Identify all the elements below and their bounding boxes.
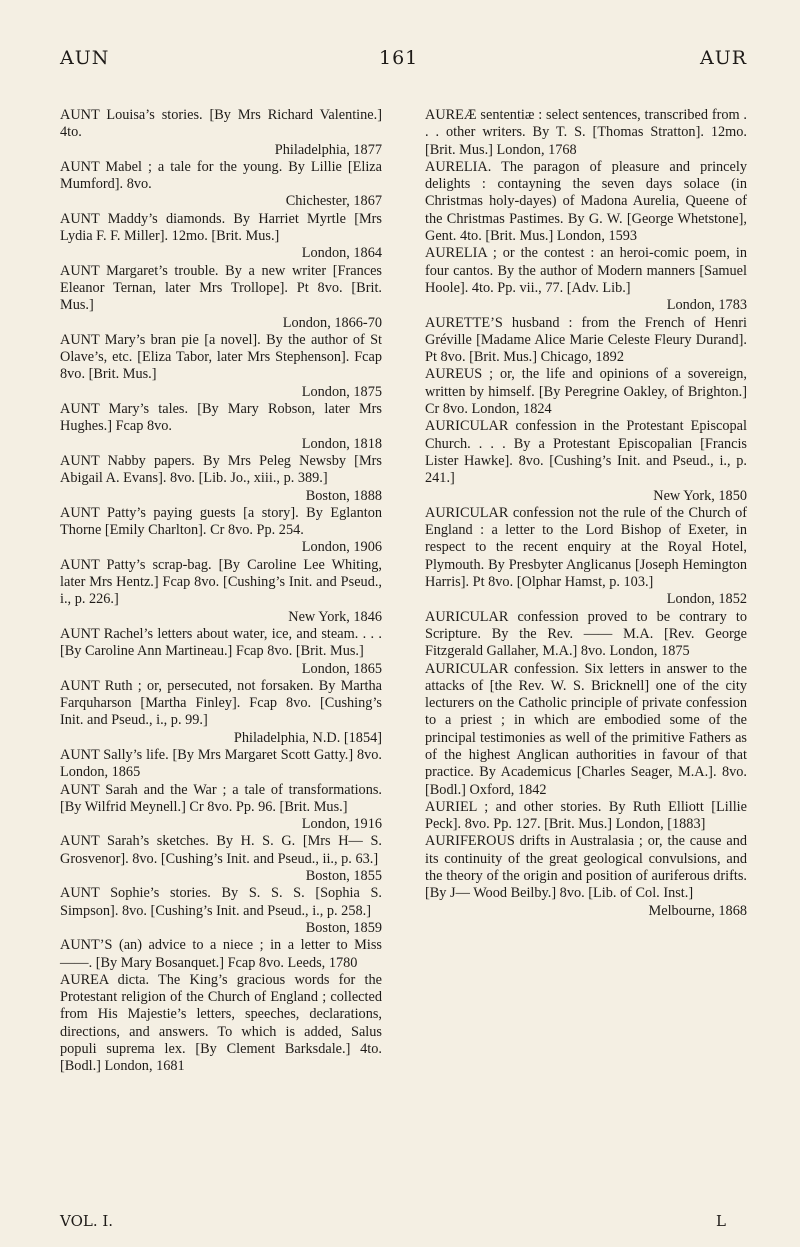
page-number: 161 bbox=[379, 47, 419, 69]
catalogue-entry bbox=[425, 505, 747, 609]
catalogue-entry bbox=[425, 159, 747, 245]
entry-text: AURELIA ; or the contest : an heroi-comic poem, in four cantos. By the author of Modern manners [Samuel Hoole]. 4to. Pp. vii., 77. [Adv. Lib.] bbox=[425, 245, 747, 296]
entry-text: AUNT’S (an) advice to a niece ; in a letter to Miss ——. [By Mary Bosanquet.] Fcap 8vo. Leeds, 1780 bbox=[60, 937, 382, 971]
catalogue-entry bbox=[60, 107, 382, 159]
entry-text: AURETTE’S husband : from the French of Henri Gréville [Madame Alice Marie Celeste Fleury Durand]. Pt 8vo. [Brit. Mus.] Chicago, 1892 bbox=[425, 314, 747, 366]
entry-imprint: London, 1864 bbox=[301, 245, 382, 262]
entry-text: AUNT Patty’s scrap-bag. [By Caroline Lee Whiting, later Mrs Hentz.] Fcap 8vo. [Cushing’s Init. and Pseud., i., p. 226.] bbox=[60, 556, 382, 608]
entry-imprint: London, 1916 bbox=[301, 816, 382, 833]
volume-label: VOL. I. bbox=[60, 1212, 114, 1230]
entry-text: AURICULAR confession in the Protestant Episcopal Church. . . . By a Protestant Episcopalian [Francis Lister Hawke]. 8vo. [Cushing’s Init. and Pseud., i., p. 241.] bbox=[425, 418, 747, 487]
left-column bbox=[60, 107, 382, 1076]
catalogue-entry bbox=[60, 505, 382, 557]
catalogue-entry bbox=[425, 245, 747, 314]
entry-text: AUNT Nabby papers. By Mrs Peleg Newsby [Mrs Abigail A. Evans]. 8vo. [Lib. Jo., xiii., p. 389.] bbox=[60, 452, 382, 487]
catalogue-entry bbox=[425, 799, 747, 834]
catalogue-entry bbox=[60, 885, 382, 937]
entry-text: AUREÆ sententiæ : select sentences, transcribed from . . . other writers. By T. S. [Thomas Stratton]. 12mo. [Brit. Mus.] London, 1768 bbox=[425, 107, 747, 158]
entry-text: AURELIA. The paragon of pleasure and princely delights : contayning the seven days solace (in Christmas holy-dayes) of Madona Aurelia, Queene of the Christmas Pastimes. By G. W. [George Whetstone], Gent. 4to. [Brit. Mus.] London, 1593 bbox=[425, 158, 747, 245]
entry-text: AUNT Mary’s tales. [By Mary Robson, later Mrs Hughes.] Fcap 8vo. bbox=[60, 401, 382, 435]
header-right-guideword: AUR bbox=[700, 47, 748, 69]
catalogue-entry bbox=[60, 453, 382, 505]
entry-text: AUREA dicta. The King’s gracious words for the Protestant religion of the Church of England ; collected from His Majestie’s letters, speeches, declarations, directions, and answers. To which is added, Salus populi suprema lex. [By Clement Barksdale.] 4to. [Bodl.] London, 1681 bbox=[60, 971, 382, 1075]
catalogue-entry bbox=[425, 366, 747, 418]
entry-text: AUREUS ; or, the life and opinions of a sovereign, written by himself. [By Peregrine Oakley, of Brighton.] Cr 8vo. London, 1824 bbox=[425, 366, 747, 418]
entry-text: AUNT Ruth ; or, persecuted, not forsaken. By Martha Farquharson [Martha Finley]. Fcap 8vo. [Cushing’s Init. and Pseud., i., p. 99.] bbox=[60, 677, 382, 729]
catalogue-entry bbox=[60, 557, 382, 626]
entry-text: AURICULAR confession. Six letters in answer to the attacks of [the Rev. W. S. Bricknell] one of the city lecturers on the Catholic principle of private confession to a priest ; in which are embodied some of the principal testimonies as well of the primitive Fathers as of the highest Anglican authorities in favour of that practice. By Academicus [Charles Seager, M.A.]. 8vo. [Bodl.] Oxford, 1842 bbox=[425, 660, 747, 798]
right-column bbox=[425, 107, 747, 920]
catalogue-entry bbox=[60, 972, 382, 1076]
catalogue-entry bbox=[425, 833, 747, 919]
entry-imprint: London, 1875 bbox=[301, 383, 382, 400]
entry-text: AUNT Sarah’s sketches. By H. S. G. [Mrs H— S. Grosvenor]. 8vo. [Cushing’s Init. and Pseud., ii., p. 63.] bbox=[60, 833, 382, 867]
entry-imprint: Melbourne, 1868 bbox=[648, 902, 747, 919]
entry-imprint: London, 1866-70 bbox=[282, 314, 382, 331]
entry-text: AURICULAR confession proved to be contrary to Scripture. By the Rev. —— M.A. [Rev. George Fitzgerald Gallaher, M.A.] 8vo. London, 1875 bbox=[425, 608, 747, 660]
entry-text: AUNT Louisa’s stories. [By Mrs Richard Valentine.] 4to. bbox=[60, 107, 382, 141]
catalogue-entry bbox=[425, 107, 747, 159]
entry-text: AUNT Margaret’s trouble. By a new writer [Frances Eleanor Ternan, later Mrs Trollope]. Pt 8vo. [Brit. Mus.] bbox=[60, 262, 382, 314]
entry-imprint: Philadelphia, N.D. [1854] bbox=[233, 729, 382, 746]
catalogue-entry bbox=[60, 401, 382, 453]
entry-imprint: Philadelphia, 1877 bbox=[274, 141, 382, 158]
entry-text: AURICULAR confession not the rule of the Church of England : a letter to the Lord Bishop of Exeter, in respect to the recent enquiry at the Royal Hotel, Plymouth. By Presbyter Anglicanus [Joseph Hemington Harris]. Pt 8vo. [Olphar Hamst, p. 103.] bbox=[425, 504, 747, 591]
catalogue-entry bbox=[60, 747, 382, 782]
catalogue-entry bbox=[425, 661, 747, 799]
entry-imprint: Boston, 1855 bbox=[305, 868, 382, 885]
header-left-guideword: AUN bbox=[60, 47, 110, 69]
entry-imprint: London, 1865 bbox=[301, 660, 382, 677]
entry-imprint: London, 1906 bbox=[301, 539, 382, 556]
entry-text: AURIFEROUS drifts in Australasia ; or, the cause and its continuity of the great geological convulsions, and the theory of the origin and position of auriferous drifts. [By J— Wood Beilby.] 8vo. [Lib. of Col. Inst.] bbox=[425, 833, 747, 902]
signature-mark: L bbox=[716, 1212, 726, 1230]
catalogue-entry bbox=[60, 782, 382, 834]
entry-imprint: New York, 1846 bbox=[288, 608, 382, 625]
entry-imprint: London, 1783 bbox=[666, 297, 747, 314]
entry-text: AUNT Patty’s paying guests [a story]. By Eglanton Thorne [Emily Charlton]. Cr 8vo. Pp. 254. bbox=[60, 504, 382, 539]
catalogue-entry bbox=[425, 418, 747, 504]
entry-imprint: Boston, 1859 bbox=[305, 919, 382, 936]
entry-imprint: Boston, 1888 bbox=[305, 487, 382, 504]
catalogue-entry bbox=[60, 332, 382, 401]
entry-text: AURIEL ; and other stories. By Ruth Elliott [Lillie Peck]. 8vo. Pp. 127. [Brit. Mus.] London, [1883] bbox=[425, 798, 747, 833]
catalogue-entry bbox=[60, 678, 382, 747]
entry-text: AUNT Mary’s bran pie [a novel]. By the author of St Olave’s, etc. [Eliza Tabor, later Mrs Stephenson]. Fcap 8vo. [Brit. Mus.] bbox=[60, 331, 382, 383]
entry-text: AUNT Sally’s life. [By Mrs Margaret Scott Gatty.] 8vo. London, 1865 bbox=[60, 746, 382, 781]
entry-text: AUNT Maddy’s diamonds. By Harriet Myrtle [Mrs Lydia F. F. Miller]. 12mo. [Brit. Mus.] bbox=[60, 210, 382, 245]
entry-text: AUNT Sarah and the War ; a tale of transformations. [By Wilfrid Meynell.] Cr 8vo. Pp. 96. [Brit. Mus.] bbox=[60, 781, 382, 815]
entry-text: AUNT Rachel’s letters about water, ice, and steam. . . . [By Caroline Ann Martineau.] Fcap 8vo. [Brit. Mus.] bbox=[60, 625, 382, 660]
catalogue-entry bbox=[60, 626, 382, 678]
entry-text: AUNT Sophie’s stories. By S. S. S. [Sophia S. Simpson]. 8vo. [Cushing’s Init. and Pseud., i., p. 258.] bbox=[60, 885, 382, 919]
catalogue-entry bbox=[60, 263, 382, 332]
catalogue-entry bbox=[425, 609, 747, 661]
entry-imprint: London, 1818 bbox=[301, 435, 382, 452]
entry-imprint: New York, 1850 bbox=[653, 487, 747, 504]
entry-imprint: London, 1852 bbox=[666, 591, 747, 608]
catalogue-entry bbox=[425, 315, 747, 367]
catalogue-entry bbox=[60, 159, 382, 211]
entry-text: AUNT Mabel ; a tale for the young. By Lillie [Eliza Mumford]. 8vo. bbox=[60, 158, 382, 193]
catalogue-entry bbox=[60, 833, 382, 885]
catalogue-entry bbox=[60, 211, 382, 263]
entry-imprint: Chichester, 1867 bbox=[285, 193, 382, 210]
catalogue-entry bbox=[60, 937, 382, 972]
